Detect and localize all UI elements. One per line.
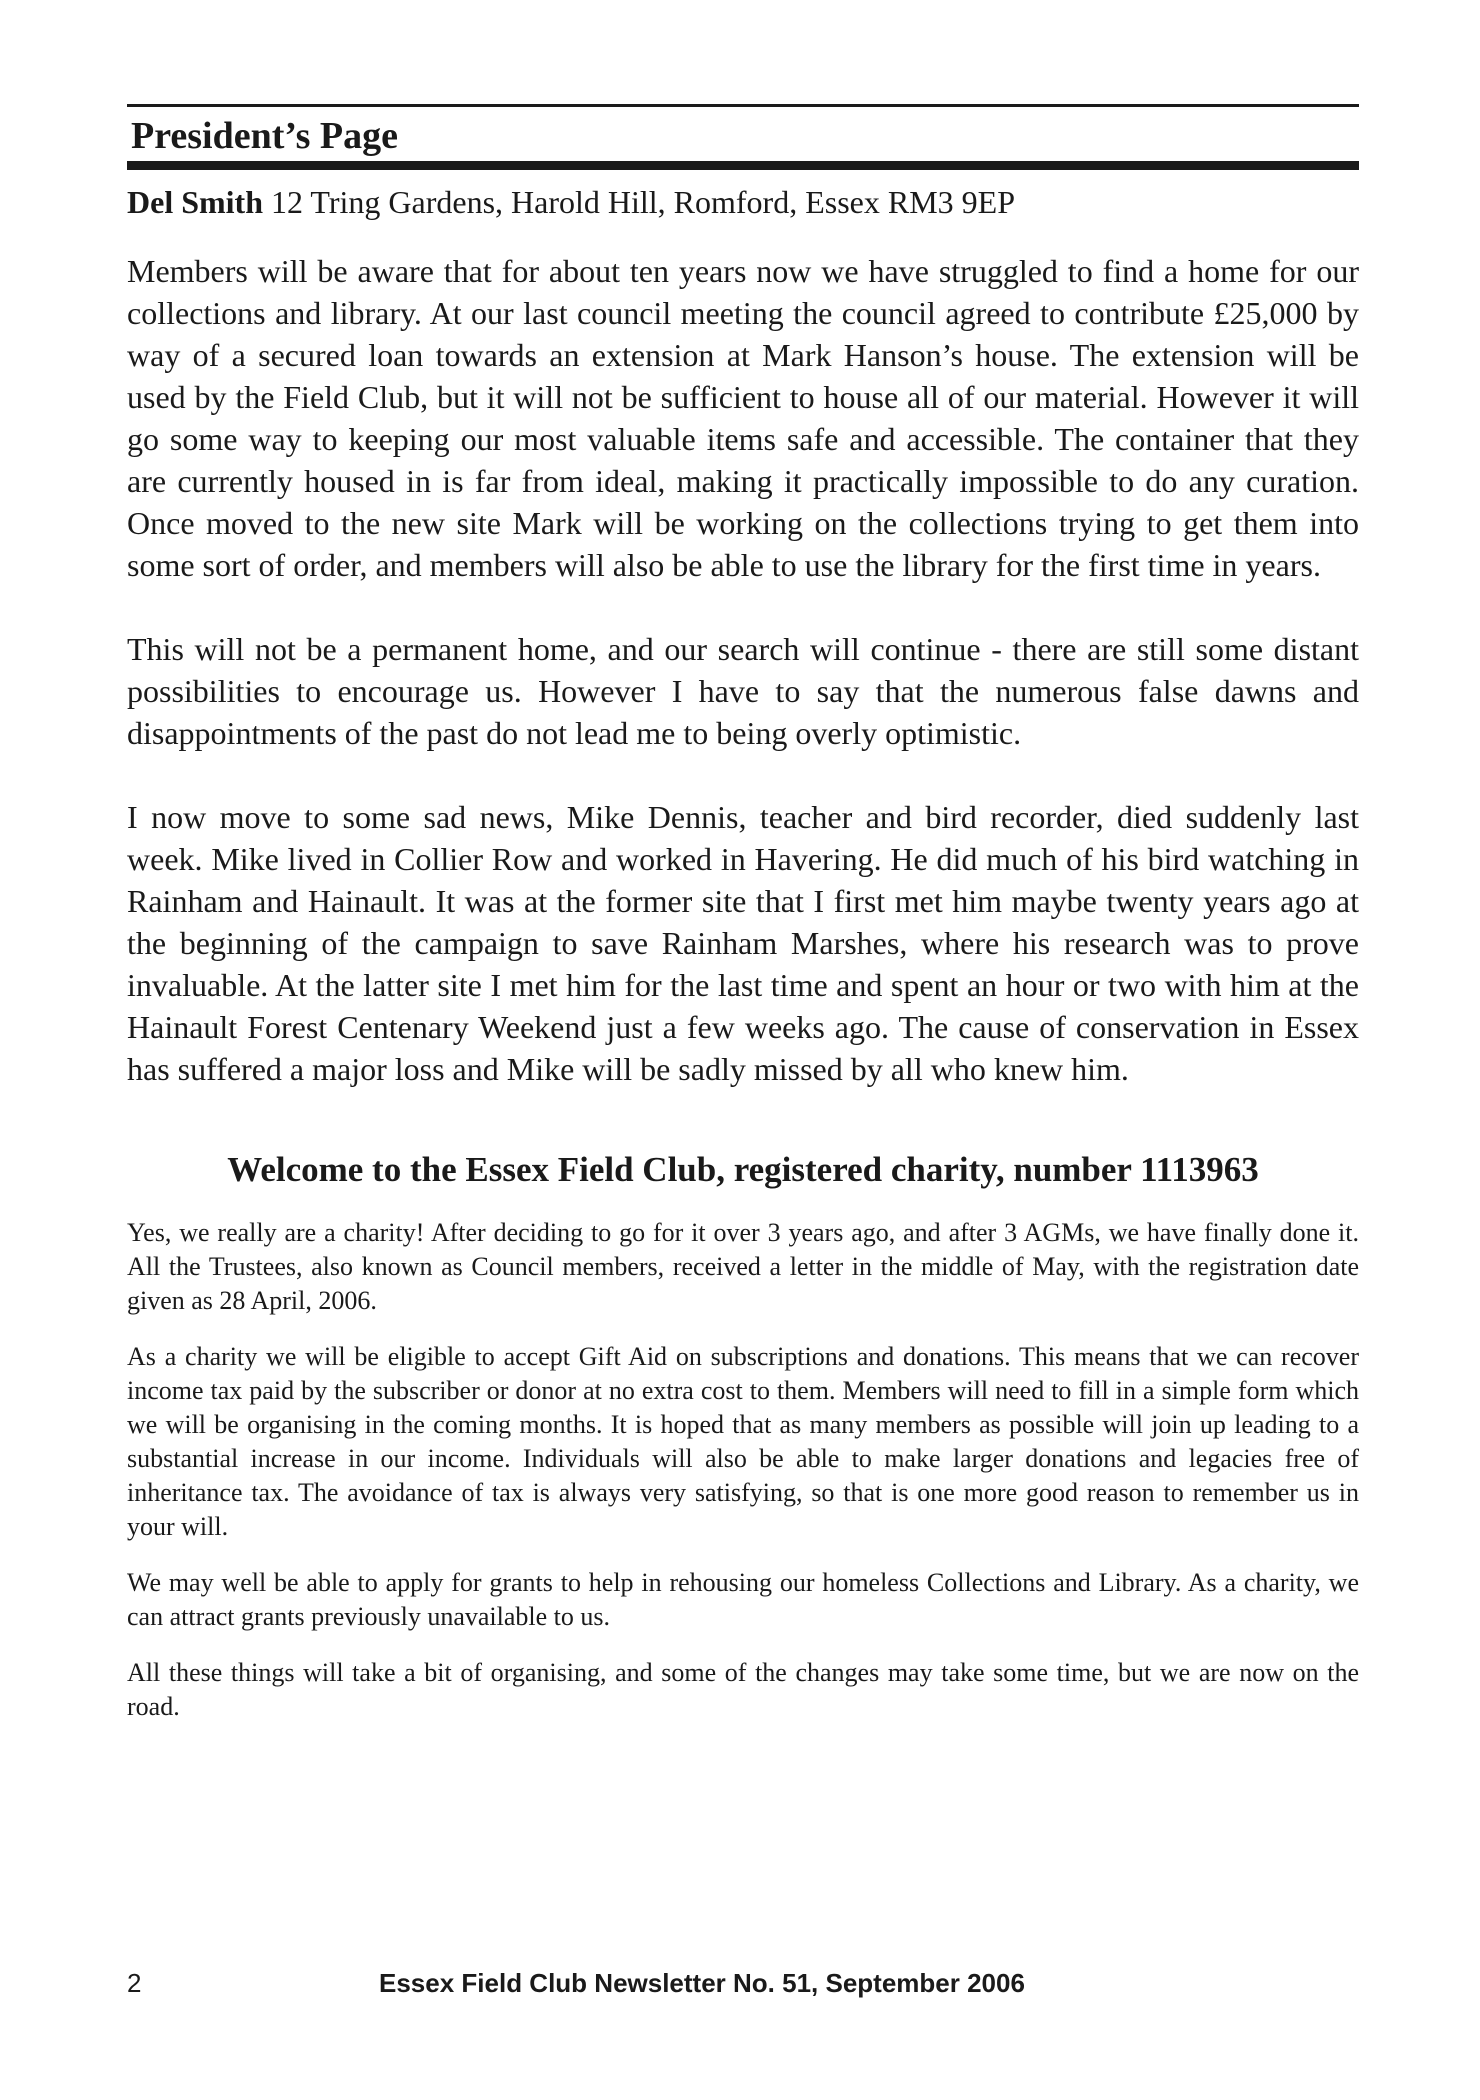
author-line: [127, 182, 1359, 222]
welcome-paragraph-4: All these things will take a bit of organising, and some of the changes may take some time, but we are now on the road.: [127, 1658, 1359, 1721]
page-title: President’s Page: [131, 115, 399, 157]
welcome-heading: Welcome to the Essex Field Club, registered charity, number 1113963: [227, 1150, 1259, 1189]
top-rule: [127, 104, 1359, 107]
president-paragraph-2: This will not be a permanent home, and our search will continue - there are still some distant possibilities to encourage us. However I have to say that the numerous false dawns and disappointments of the past do not lead me to being overly optimistic.: [127, 631, 1359, 751]
author-address: 12 Tring Gardens, Harold Hill, Romford, Essex RM3 9EP: [263, 184, 1015, 220]
welcome-paragraph-2: As a charity we will be eligible to accept Gift Aid on subscriptions and donations. This means that we can recover income tax paid by the subscriber or donor at no extra cost to them. Members will need to fill in a simple form which we will be organising in the coming months. It is hoped that as many members as possible will join up leading to a substantial increase in our income. Individuals will also be able to make larger donations and legacies free of inheritance tax. The avoidance of tax is always very satisfying, so that is one more good reason to remember us in your will.: [127, 1342, 1359, 1541]
welcome-paragraph-3: We may well be able to apply for grants to help in rehousing our homeless Collections and Library. As a charity, we can attract grants previously unavailable to us.: [127, 1568, 1359, 1631]
newsletter-page: [127, 104, 1359, 1724]
newsletter-title: Essex Field Club Newsletter No. 51, September 2006: [379, 1968, 1025, 1998]
author-name: Del Smith: [127, 184, 263, 220]
page-number: 2: [127, 1968, 142, 1998]
welcome-paragraph-1: Yes, we really are a charity! After deciding to go for it over 3 years ago, and after 3 AGMs, we have finally done it. All the Trustees, also known as Council members, received a letter in the middle of May, with the registration date given as 28 April, 2006.: [127, 1218, 1359, 1315]
president-paragraph-3: I now move to some sad news, Mike Dennis, teacher and bird recorder, died suddenly last week. Mike lived in Collier Row and worked in Havering. He did much of his bird watching in Rainham and Hainault. It was at the former site that I first met him maybe twenty years ago at the beginning of the campaign to save Rainham Marshes, where his research was to prove invaluable. At the latter site I met him for the last time and spent an hour or two with him at the Hainault Forest Centenary Weekend just a few weeks ago. The cause of conservation in Essex has suffered a major loss and Mike will be sadly missed by all who knew him.: [127, 799, 1359, 1087]
title-underline-rule: [127, 161, 1359, 170]
president-paragraph-1: Members will be aware that for about ten years now we have struggled to find a home for our collections and library. At our last council meeting the council agreed to contribute £25,000 by way of a secured loan towards an extension at Mark Hanson’s house. The extension will be used by the Field Club, but it will not be sufficient to house all of our material. However it will go some way to keeping our most valuable items safe and accessible. The container that they are currently housed in is far from ideal, making it practically impossible to do any curation. Once moved to the new site Mark will be working on the collections trying to get them into some sort of order, and members will also be able to use the library for the first time in years.: [127, 253, 1359, 583]
